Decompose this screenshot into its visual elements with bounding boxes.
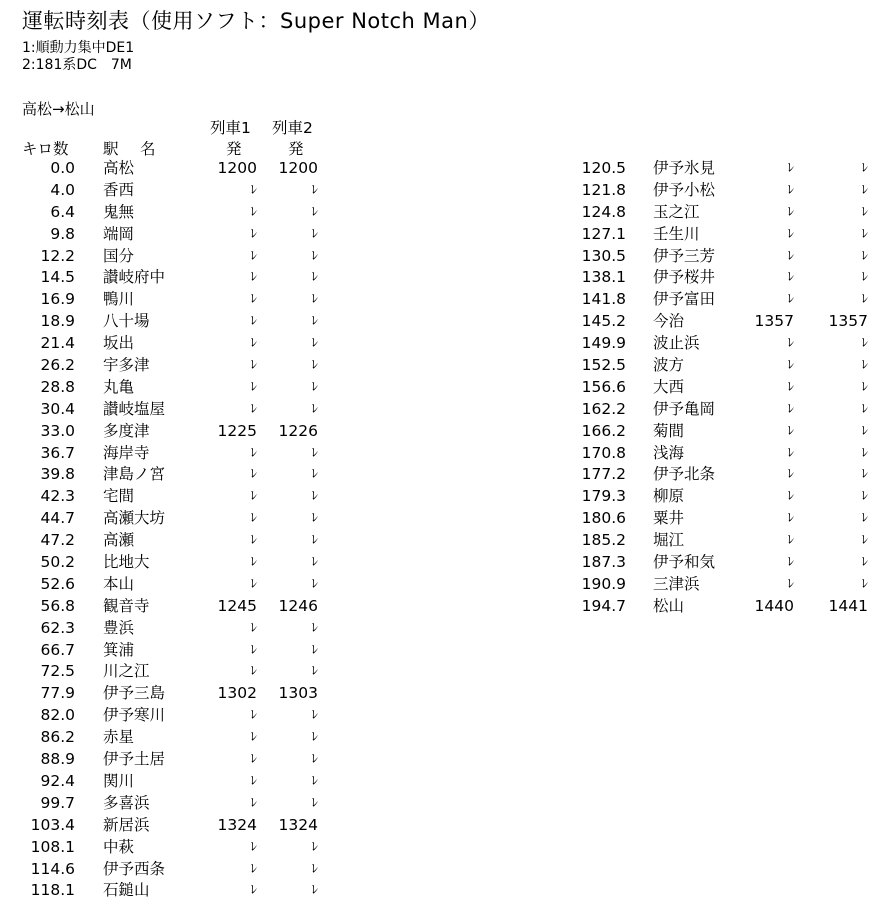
km-cell: 99.7 <box>40 793 75 812</box>
station-cell: 大西 <box>653 377 685 396</box>
km-cell: 26.2 <box>40 356 75 375</box>
train-1-time-cell: 1200 <box>217 159 257 177</box>
train-2-time-cell: 1226 <box>278 421 318 440</box>
station-cell: 中萩 <box>103 837 135 856</box>
km-cell: 72.5 <box>40 662 75 681</box>
train-1-time-cell: 1357 <box>754 312 794 331</box>
km-cell: 82.0 <box>40 706 75 725</box>
station-cell: 讃岐府中 <box>103 268 166 287</box>
km-cell: 36.7 <box>40 443 75 462</box>
station-cell: 菊間 <box>653 421 685 440</box>
train-2-time-cell: ﾚ <box>311 489 318 505</box>
train-1-time-cell: ﾚ <box>787 445 794 461</box>
station-cell: 伊予富田 <box>653 290 716 309</box>
train-1-time-cell: ﾚ <box>250 752 257 768</box>
route-label: 高松→松山 <box>22 100 95 118</box>
km-cell: 141.8 <box>581 290 626 309</box>
station-cell: 海岸寺 <box>103 443 150 462</box>
station-cell: 本山 <box>103 574 135 593</box>
train-2-time-cell: ﾚ <box>311 533 318 549</box>
train-1-time-cell: ﾚ <box>250 576 257 592</box>
train-2-time-cell: ﾚ <box>861 576 868 592</box>
station-cell: 関川 <box>103 771 135 790</box>
km-cell: 127.1 <box>581 224 626 243</box>
train-2-time-cell: ﾚ <box>311 773 318 789</box>
train-2-time-cell: ﾚ <box>311 883 318 899</box>
train-2-time-cell: ﾚ <box>311 555 318 571</box>
train-1-time-cell: ﾚ <box>787 401 794 417</box>
train-2-time-cell: ﾚ <box>311 795 318 811</box>
train-1-time-cell: ﾚ <box>787 533 794 549</box>
train-2-time-cell: ﾚ <box>861 379 868 395</box>
train-2-time-cell: ﾚ <box>311 182 318 198</box>
km-cell: 130.5 <box>581 246 626 265</box>
station-cell: 石鎚山 <box>103 881 150 900</box>
station-cell: 宅間 <box>103 487 135 506</box>
page-title: 運転時刻表（使用ソフト：Super Notch Man） <box>22 9 490 33</box>
train-2-time-cell: ﾚ <box>311 248 318 264</box>
km-cell: 138.1 <box>581 268 626 287</box>
train-2-time-cell: ﾚ <box>861 467 868 483</box>
station-cell: 多度津 <box>103 421 150 440</box>
station-cell: 讃岐塩屋 <box>103 399 166 418</box>
station-cell: 浅海 <box>653 443 685 462</box>
station-cell: 柳原 <box>653 487 685 506</box>
train-1-time-cell: 1245 <box>217 596 257 615</box>
train-2-time-cell: ﾚ <box>311 379 318 395</box>
train-2-time-cell: ﾚ <box>311 642 318 658</box>
km-cell: 52.6 <box>40 574 75 593</box>
train-1-time-cell: ﾚ <box>787 248 794 264</box>
train-1-time-cell: ﾚ <box>250 795 257 811</box>
station-cell: 川之江 <box>103 662 150 681</box>
train-2-time-cell: 1324 <box>278 815 318 834</box>
train-1-time-cell: ﾚ <box>250 642 257 658</box>
train-1-time-cell: ﾚ <box>250 489 257 505</box>
train-1-time-cell: ﾚ <box>250 883 257 899</box>
km-cell: 66.7 <box>40 640 75 659</box>
train-1-time-cell: ﾚ <box>250 314 257 330</box>
train-1-time-cell: ﾚ <box>250 708 257 724</box>
train-2-time-cell: ﾚ <box>861 445 868 461</box>
station-cell: 伊予氷見 <box>653 159 716 177</box>
km-cell: 12.2 <box>40 246 75 265</box>
train-1-time-cell: ﾚ <box>787 204 794 220</box>
train-1-time-cell: 1440 <box>754 596 794 615</box>
km-cell: 120.5 <box>581 159 626 177</box>
train-1-time-cell: ﾚ <box>250 511 257 527</box>
train-2-time-cell: ﾚ <box>311 358 318 374</box>
station-cell: 高瀬大坊 <box>103 509 166 528</box>
train-1-time-cell: ﾚ <box>250 226 257 242</box>
train-2-time-cell: ﾚ <box>311 292 318 308</box>
train-2-time-cell: ﾚ <box>861 423 868 439</box>
train-2-time-cell: ﾚ <box>861 401 868 417</box>
station-cell: 堀江 <box>653 531 685 550</box>
train-1-time-cell: ﾚ <box>250 773 257 789</box>
train-2-header: 列車2 <box>272 119 313 137</box>
station-cell: 観音寺 <box>103 596 150 615</box>
train-1-time-cell: ﾚ <box>787 379 794 395</box>
km-cell: 50.2 <box>40 553 75 572</box>
train-1-description: 1:順動力集中DE1 <box>22 40 135 56</box>
km-cell: 33.0 <box>40 421 75 440</box>
km-cell: 56.8 <box>40 596 75 615</box>
train-2-departure-header: 発 <box>288 140 304 158</box>
km-cell: 62.3 <box>40 618 75 637</box>
train-1-time-cell: ﾚ <box>250 270 257 286</box>
train-2-time-cell: 1200 <box>278 159 318 177</box>
station-cell: 端岡 <box>103 224 135 243</box>
km-cell: 28.8 <box>40 377 75 396</box>
train-2-time-cell: ﾚ <box>861 555 868 571</box>
train-2-time-cell: ﾚ <box>311 204 318 220</box>
km-cell: 21.4 <box>40 334 75 353</box>
train-1-header: 列車1 <box>210 119 251 137</box>
station-cell: 松山 <box>653 596 685 615</box>
station-cell: 鴨川 <box>103 290 135 309</box>
train-list <box>22 40 134 74</box>
km-cell: 156.6 <box>581 377 626 396</box>
station-cell: 多喜浜 <box>103 793 150 812</box>
train-1-time-cell: ﾚ <box>250 248 257 264</box>
km-cell: 190.9 <box>581 574 626 593</box>
train-2-time-cell: ﾚ <box>311 664 318 680</box>
km-cell: 39.8 <box>40 465 75 484</box>
station-cell: 高松 <box>103 159 135 177</box>
train-2-time-cell: ﾚ <box>861 292 868 308</box>
km-cell: 4.0 <box>50 180 75 199</box>
train-2-time-cell: ﾚ <box>311 401 318 417</box>
km-cell: 187.3 <box>581 553 626 572</box>
station-cell: 津島ノ宮 <box>103 465 166 484</box>
train-2-time-cell: ﾚ <box>311 445 318 461</box>
station-cell: 新居浜 <box>103 815 150 834</box>
station-cell: 伊予西条 <box>103 859 166 878</box>
km-cell: 179.3 <box>581 487 626 506</box>
train-1-time-cell: 1225 <box>217 421 257 440</box>
km-cell: 145.2 <box>581 312 626 331</box>
train-1-time-cell: ﾚ <box>250 401 257 417</box>
train-1-time-cell: ﾚ <box>250 336 257 352</box>
train-1-time-cell: ﾚ <box>787 270 794 286</box>
km-cell: 170.8 <box>581 443 626 462</box>
train-1-time-cell: ﾚ <box>787 358 794 374</box>
train-2-time-cell: ﾚ <box>861 182 868 198</box>
km-cell: 30.4 <box>40 399 75 418</box>
train-1-time-cell: 1302 <box>217 684 257 703</box>
station-cell: 坂出 <box>103 334 135 353</box>
station-cell: 壬生川 <box>653 224 700 243</box>
km-cell: 18.9 <box>40 312 75 331</box>
station-cell: 鬼無 <box>103 202 135 221</box>
km-cell: 6.4 <box>50 202 75 221</box>
km-cell: 124.8 <box>581 202 626 221</box>
train-1-time-cell: ﾚ <box>250 379 257 395</box>
train-1-time-cell: ﾚ <box>787 576 794 592</box>
train-2-time-cell: ﾚ <box>311 730 318 746</box>
km-cell: 166.2 <box>581 421 626 440</box>
train-2-time-cell: ﾚ <box>311 839 318 855</box>
km-cell: 77.9 <box>40 684 75 703</box>
km-cell: 177.2 <box>581 465 626 484</box>
station-column-header: 駅 名 <box>103 140 159 158</box>
train-1-time-cell: ﾚ <box>250 664 257 680</box>
km-cell: 14.5 <box>40 268 75 287</box>
train-2-time-cell: ﾚ <box>861 511 868 527</box>
train-1-time-cell: ﾚ <box>787 467 794 483</box>
train-1-time-cell: ﾚ <box>787 336 794 352</box>
train-1-time-cell: ﾚ <box>250 292 257 308</box>
station-cell: 宇多津 <box>103 356 150 375</box>
train-2-time-cell: ﾚ <box>311 752 318 768</box>
km-cell: 103.4 <box>30 815 75 834</box>
station-cell: 高瀬 <box>103 531 135 550</box>
train-1-time-cell: ﾚ <box>787 423 794 439</box>
km-cell: 47.2 <box>40 531 75 550</box>
station-cell: 伊予三芳 <box>653 246 716 265</box>
km-cell: 16.9 <box>40 290 75 309</box>
train-1-time-cell: ﾚ <box>250 620 257 636</box>
station-cell: 今治 <box>653 312 685 331</box>
station-cell: 伊予寒川 <box>103 706 166 725</box>
train-2-time-cell: ﾚ <box>861 336 868 352</box>
train-2-time-cell: 1441 <box>828 596 868 615</box>
km-cell: 118.1 <box>30 881 75 900</box>
station-cell: 伊予北条 <box>653 465 716 484</box>
km-cell: 86.2 <box>40 728 75 747</box>
train-1-time-cell: ﾚ <box>250 204 257 220</box>
train-2-time-cell: ﾚ <box>311 861 318 877</box>
train-2-time-cell: 1246 <box>278 596 318 615</box>
train-2-time-cell: ﾚ <box>311 226 318 242</box>
km-column-header: キロ数 <box>22 140 69 158</box>
km-cell: 9.8 <box>50 224 75 243</box>
train-2-time-cell: ﾚ <box>861 358 868 374</box>
km-cell: 152.5 <box>581 356 626 375</box>
train-1-time-cell: ﾚ <box>250 467 257 483</box>
km-cell: 180.6 <box>581 509 626 528</box>
station-cell: 豊浜 <box>103 618 135 637</box>
station-cell: 伊予桜井 <box>653 268 716 287</box>
station-cell: 比地大 <box>103 553 150 572</box>
train-2-description: 2:181系DC 7M <box>22 57 132 73</box>
train-1-time-cell: ﾚ <box>787 226 794 242</box>
train-2-time-cell: 1303 <box>278 684 318 703</box>
station-cell: 粟井 <box>653 509 685 528</box>
km-cell: 42.3 <box>40 487 75 506</box>
km-cell: 92.4 <box>40 771 75 790</box>
station-cell: 赤星 <box>103 728 135 747</box>
station-cell: 伊予小松 <box>653 180 716 199</box>
station-cell: 八十場 <box>103 312 150 331</box>
km-cell: 114.6 <box>30 859 75 878</box>
station-cell: 箕浦 <box>103 640 135 659</box>
station-cell: 伊予亀岡 <box>653 399 716 418</box>
train-1-time-cell: ﾚ <box>787 555 794 571</box>
km-cell: 0.0 <box>50 159 75 177</box>
km-cell: 121.8 <box>581 180 626 199</box>
train-2-time-cell: ﾚ <box>861 248 868 264</box>
train-2-time-cell: ﾚ <box>861 161 868 176</box>
train-2-time-cell: ﾚ <box>311 620 318 636</box>
train-2-time-cell: ﾚ <box>861 270 868 286</box>
train-1-time-cell: ﾚ <box>250 861 257 877</box>
km-cell: 149.9 <box>581 334 626 353</box>
km-cell: 162.2 <box>581 399 626 418</box>
station-cell: 伊予和気 <box>653 553 716 572</box>
km-cell: 185.2 <box>581 531 626 550</box>
train-1-time-cell: ﾚ <box>787 489 794 505</box>
station-cell: 丸亀 <box>103 377 135 396</box>
station-cell: 三津浜 <box>653 574 700 593</box>
train-1-time-cell: ﾚ <box>787 292 794 308</box>
station-cell: 波止浜 <box>653 334 700 353</box>
train-2-time-cell: ﾚ <box>311 467 318 483</box>
train-1-time-cell: ﾚ <box>250 358 257 374</box>
station-cell: 香西 <box>103 180 135 199</box>
train-2-time-cell: ﾚ <box>311 314 318 330</box>
train-1-time-cell: ﾚ <box>250 555 257 571</box>
train-1-time-cell: ﾚ <box>787 161 794 176</box>
km-cell: 108.1 <box>30 837 75 856</box>
train-2-time-cell: ﾚ <box>311 576 318 592</box>
km-cell: 88.9 <box>40 750 75 769</box>
train-1-time-cell: 1324 <box>217 815 257 834</box>
train-1-time-cell: ﾚ <box>787 182 794 198</box>
train-1-departure-header: 発 <box>226 140 242 158</box>
train-2-time-cell: ﾚ <box>861 226 868 242</box>
train-2-time-cell: 1357 <box>828 312 868 331</box>
train-1-time-cell: ﾚ <box>250 839 257 855</box>
km-cell: 44.7 <box>40 509 75 528</box>
train-1-time-cell: ﾚ <box>250 445 257 461</box>
train-2-time-cell: ﾚ <box>861 489 868 505</box>
train-2-time-cell: ﾚ <box>861 204 868 220</box>
km-cell: 194.7 <box>581 596 626 615</box>
train-2-time-cell: ﾚ <box>861 533 868 549</box>
train-2-time-cell: ﾚ <box>311 708 318 724</box>
station-cell: 国分 <box>103 246 135 265</box>
train-1-time-cell: ﾚ <box>250 182 257 198</box>
station-cell: 伊予土居 <box>103 750 166 769</box>
station-cell: 伊予三島 <box>103 684 166 703</box>
train-1-time-cell: ﾚ <box>250 730 257 746</box>
station-cell: 波方 <box>653 356 685 375</box>
train-2-time-cell: ﾚ <box>311 270 318 286</box>
station-cell: 玉之江 <box>653 202 700 221</box>
train-2-time-cell: ﾚ <box>311 336 318 352</box>
train-2-time-cell: ﾚ <box>311 511 318 527</box>
train-1-time-cell: ﾚ <box>787 511 794 527</box>
train-1-time-cell: ﾚ <box>250 533 257 549</box>
